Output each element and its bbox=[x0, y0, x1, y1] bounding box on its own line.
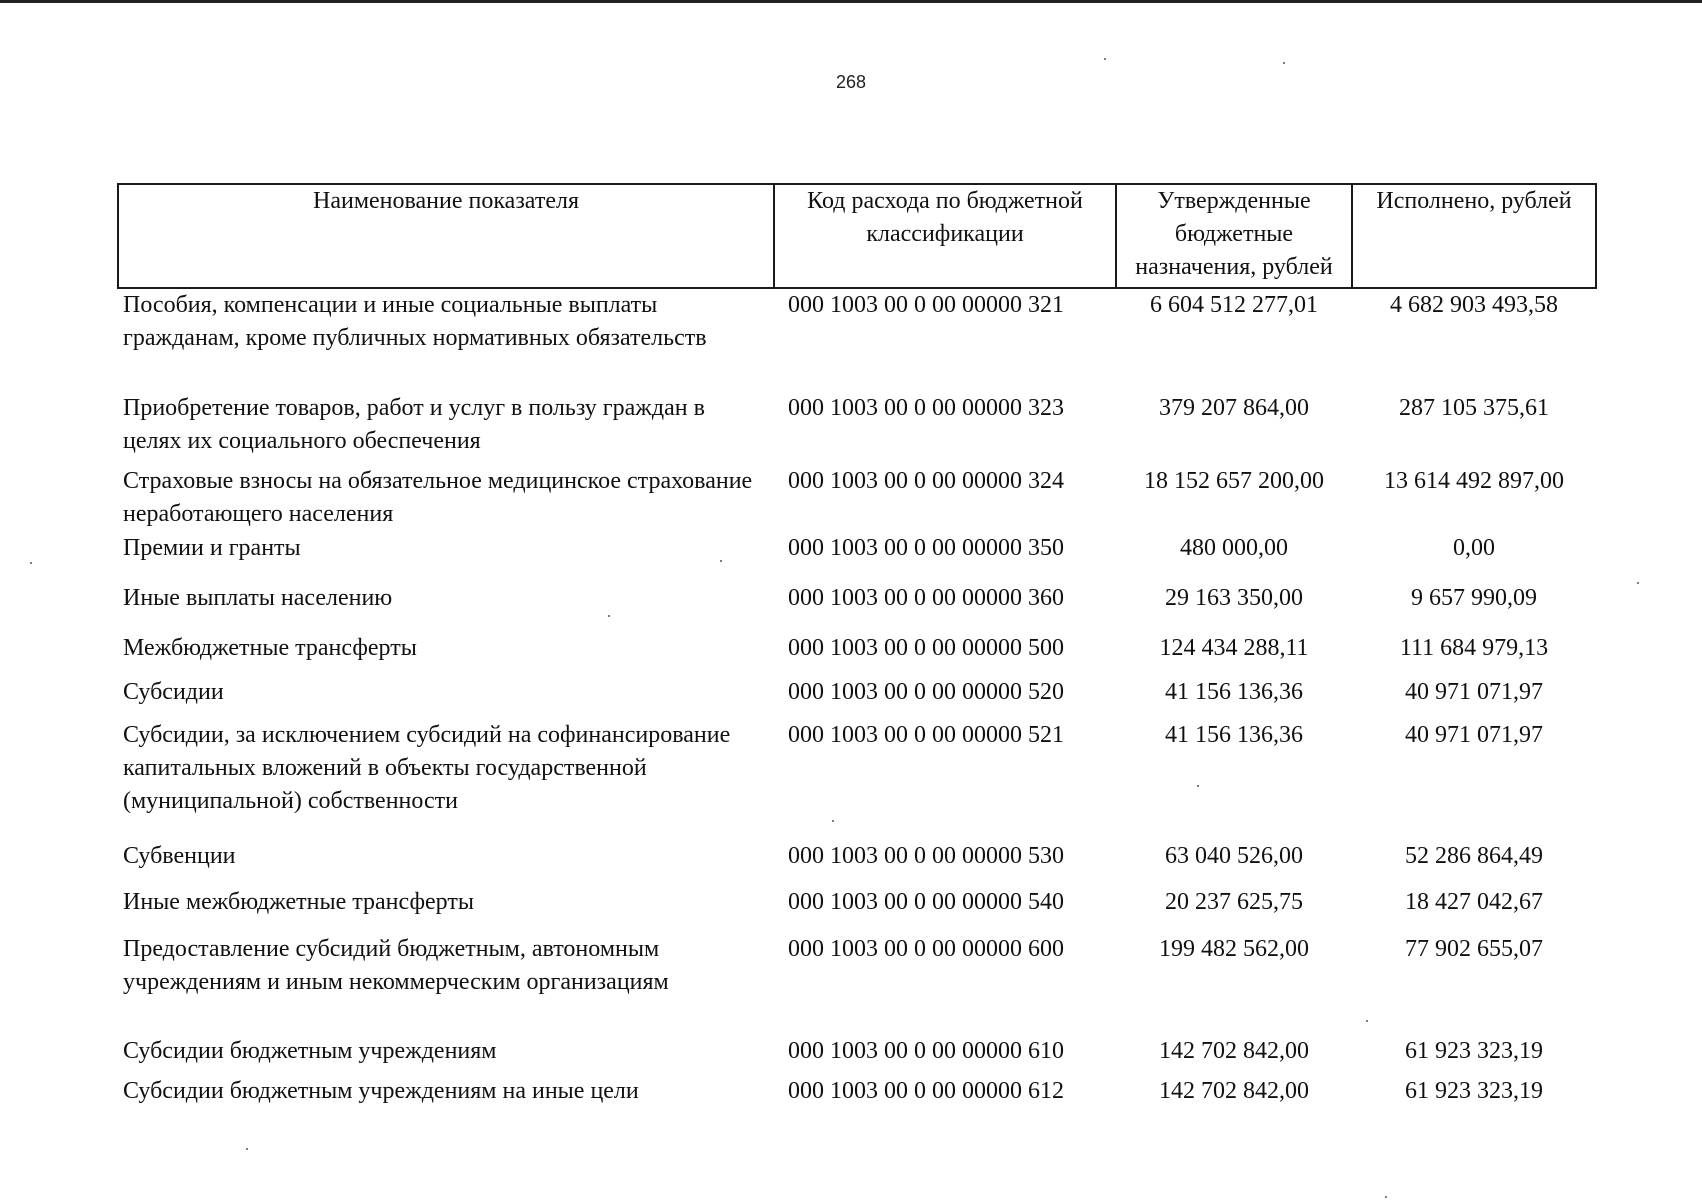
row-executed: 40 971 071,97 bbox=[1405, 679, 1543, 705]
row-name: Межбюджетные трансферты bbox=[123, 635, 417, 661]
row-code: 000 1003 00 0 00 00000 600 bbox=[788, 936, 1064, 962]
table-row bbox=[118, 1035, 1596, 1075]
row-code: 000 1003 00 0 00 00000 612 bbox=[788, 1078, 1064, 1104]
header-approved: Утвержденные бюджетные назначения, рублей bbox=[1116, 184, 1352, 288]
row-name: Приобретение товаров, работ и услуг в пользу граждан в целях их социального обеспечения bbox=[123, 395, 705, 454]
row-executed: 52 286 864,49 bbox=[1405, 843, 1543, 869]
header-code: Код расхода по бюджетной классификации bbox=[774, 184, 1116, 288]
scan-speck bbox=[246, 1148, 248, 1150]
row-approved: 41 156 136,36 bbox=[1165, 722, 1303, 748]
scan-speck bbox=[1283, 62, 1285, 64]
row-name: Субсидии бюджетным учреждениям на иные цели bbox=[123, 1078, 639, 1104]
table-body bbox=[118, 288, 1596, 1115]
row-approved: 63 040 526,00 bbox=[1165, 843, 1303, 869]
row-name: Субсидии, за исключением субсидий на софинансирование капитальных вложений в объекты государственной (муниципальной) собственности bbox=[123, 722, 731, 814]
row-executed: 13 614 492 897,00 bbox=[1384, 468, 1564, 494]
row-name: Предоставление субсидий бюджетным, автономным учреждениям и иным некоммерческим организациям bbox=[123, 936, 669, 995]
row-code: 000 1003 00 0 00 00000 520 bbox=[788, 679, 1064, 705]
table-row bbox=[118, 719, 1596, 840]
page-number: 268 bbox=[835, 72, 867, 92]
row-executed: 287 105 375,61 bbox=[1399, 395, 1549, 421]
table-row bbox=[118, 632, 1596, 676]
row-executed: 77 902 655,07 bbox=[1405, 936, 1543, 962]
row-executed: 4 682 903 493,58 bbox=[1390, 292, 1558, 318]
table-row bbox=[118, 1075, 1596, 1115]
header-executed: Исполнено, рублей bbox=[1352, 184, 1596, 288]
row-executed: 0,00 bbox=[1453, 535, 1495, 561]
scan-speck bbox=[1104, 58, 1106, 60]
row-name: Субсидии bbox=[123, 679, 224, 705]
table-row bbox=[118, 288, 1596, 392]
scan-speck bbox=[720, 560, 722, 562]
row-approved: 480 000,00 bbox=[1180, 535, 1288, 561]
row-approved: 20 237 625,75 bbox=[1165, 889, 1303, 915]
row-code: 000 1003 00 0 00 00000 540 bbox=[788, 889, 1064, 915]
row-code: 000 1003 00 0 00 00000 610 bbox=[788, 1038, 1064, 1064]
row-name: Иные межбюджетные трансферты bbox=[123, 889, 474, 915]
row-approved: 142 702 842,00 bbox=[1159, 1078, 1309, 1104]
table-row bbox=[118, 465, 1596, 532]
row-name: Иные выплаты населению bbox=[123, 585, 393, 611]
row-code: 000 1003 00 0 00 00000 521 bbox=[788, 722, 1064, 748]
table-row bbox=[118, 933, 1596, 1035]
row-approved: 18 152 657 200,00 bbox=[1144, 468, 1324, 494]
table-row bbox=[118, 582, 1596, 632]
row-executed: 9 657 990,09 bbox=[1411, 585, 1537, 611]
row-name: Страховые взносы на обязательное медицинское страхование неработающего населения bbox=[123, 468, 753, 527]
row-executed: 111 684 979,13 bbox=[1399, 635, 1549, 661]
row-approved: 29 163 350,00 bbox=[1165, 585, 1303, 611]
table-row bbox=[118, 676, 1596, 719]
row-executed: 18 427 042,67 bbox=[1405, 889, 1543, 915]
row-name: Премии и гранты bbox=[123, 535, 301, 561]
row-code: 000 1003 00 0 00 00000 360 bbox=[788, 585, 1064, 611]
top-rule bbox=[0, 0, 1702, 3]
row-approved: 199 482 562,00 bbox=[1159, 936, 1309, 962]
row-code: 000 1003 00 0 00 00000 321 bbox=[788, 292, 1064, 318]
table-row bbox=[118, 886, 1596, 933]
scan-speck bbox=[608, 615, 610, 617]
row-name: Субвенции bbox=[123, 843, 236, 869]
row-name: Пособия, компенсации и иные социальные выплаты гражданам, кроме публичных нормативных обязательств bbox=[123, 292, 707, 351]
row-approved: 379 207 864,00 bbox=[1159, 395, 1309, 421]
row-approved: 124 434 288,11 bbox=[1159, 635, 1309, 661]
scan-speck bbox=[1366, 1020, 1368, 1022]
table-row bbox=[118, 532, 1596, 582]
header-name: Наименование показателя bbox=[118, 184, 774, 288]
table-row bbox=[118, 392, 1596, 465]
row-approved: 142 702 842,00 bbox=[1159, 1038, 1309, 1064]
row-code: 000 1003 00 0 00 00000 323 bbox=[788, 395, 1064, 421]
row-code: 000 1003 00 0 00 00000 350 bbox=[788, 535, 1064, 561]
header-row bbox=[118, 184, 1596, 288]
scan-speck bbox=[30, 562, 32, 564]
row-code: 000 1003 00 0 00 00000 530 bbox=[788, 843, 1064, 869]
scan-speck bbox=[1385, 1196, 1387, 1198]
row-approved: 41 156 136,36 bbox=[1165, 679, 1303, 705]
budget-execution-table bbox=[117, 183, 1597, 1115]
row-name: Субсидии бюджетным учреждениям bbox=[123, 1038, 497, 1064]
row-code: 000 1003 00 0 00 00000 324 bbox=[788, 468, 1064, 494]
scan-speck bbox=[832, 820, 834, 822]
scan-speck bbox=[1637, 582, 1639, 584]
row-executed: 61 923 323,19 bbox=[1405, 1078, 1543, 1104]
row-executed: 61 923 323,19 bbox=[1405, 1038, 1543, 1064]
table-header bbox=[118, 184, 1596, 288]
row-code: 000 1003 00 0 00 00000 500 bbox=[788, 635, 1064, 661]
row-approved: 6 604 512 277,01 bbox=[1150, 292, 1318, 318]
row-executed: 40 971 071,97 bbox=[1405, 722, 1543, 748]
scan-speck bbox=[1197, 785, 1199, 787]
table-row bbox=[118, 840, 1596, 886]
